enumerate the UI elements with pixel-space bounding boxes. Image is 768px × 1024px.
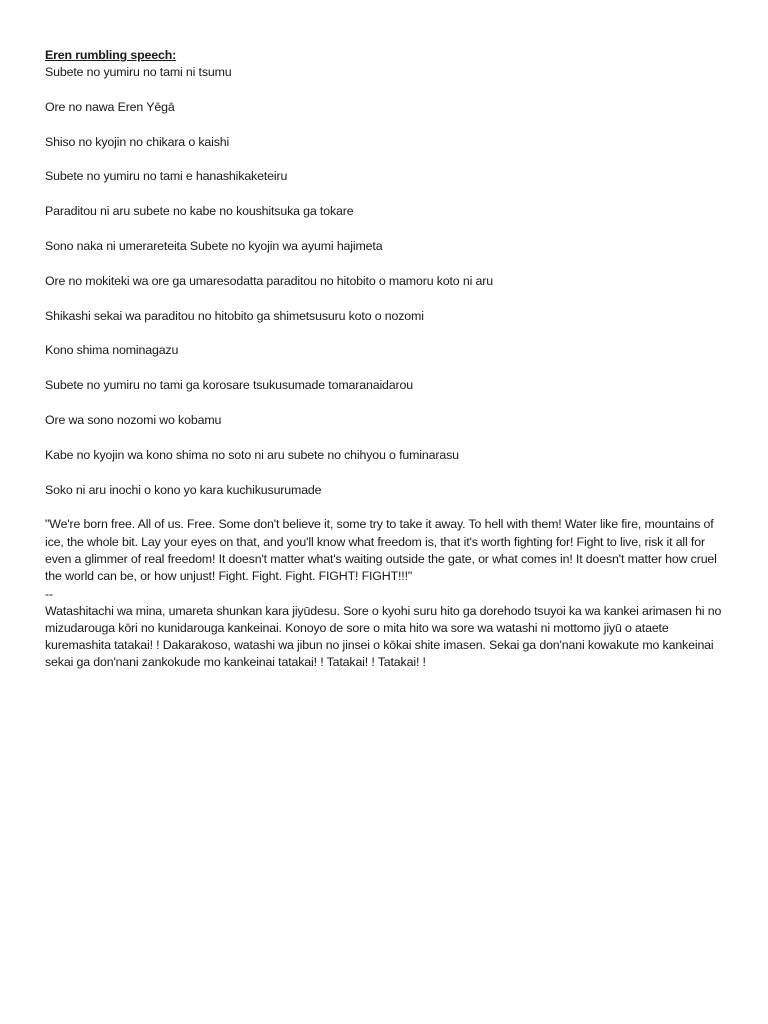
separator-line: -- [45,586,53,601]
speech-line: Subete no yumiru no tami e hanashikaketeiru [45,169,288,184]
speech-line: Sono naka ni umerareteita Subete no kyojin wa ayumi hajimeta [45,238,383,253]
line-gap [45,151,725,169]
line-gap [45,464,725,482]
speech-line: Shiso no kyojin no chikara o kaishi [45,134,230,149]
line-gap [45,290,725,308]
japanese-quote-paragraph: Watashitachi wa mina, umareta shunkan kara jiyūdesu. Sore o kyohi suru hito ga dorehodo tsuyoi ka wa kankei arimasen hi no mizudarouga kōri no kunidarouga kankeinai. Konoyo de sore o mita hito wa sore wa watashi ni mottomo jiyū o ataete kuremashita tatakai! ! Dakarakoso, watashi wa jibun no jinsei o kōkai shite imasen. Sekai ga don'nani kowakute mo kankeinai sekai ga don'nani zankokude mo kankeinai tatakai! ! Tatakai! ! Tatakai! ! [45,603,722,670]
line-gap [45,429,725,447]
speech-line: Paraditou ni aru subete no kabe no koushitsuka ga tokare [45,204,354,219]
speech-line: Shikashi sekai wa paraditou no hitobito ga shimetsusuru koto o nozomi [45,308,424,323]
line-gap [45,255,725,273]
line-gap [45,116,725,134]
line-gap [45,499,725,517]
speech-line: Kono shima nominagazu [45,343,179,358]
speech-line: Soko ni aru inochi o kono yo kara kuchikusurumade [45,482,322,497]
speech-line: Subete no yumiru no tami ga korosare tsukusumade tomaranaidarou [45,378,413,393]
line-gap [45,359,725,377]
line-gap [45,220,725,238]
speech-line: Ore no nawa Eren Yēgā [45,99,175,114]
speech-line: Ore wa sono nozomi wo kobamu [45,412,222,427]
document-title: Eren rumbling speech: [45,48,177,62]
line-gap [45,81,725,99]
line-gap [45,325,725,343]
speech-line: Kabe no kyojin wa kono shima no soto ni aru subete no chihyou o fuminarasu [45,447,459,462]
document-body [45,47,725,672]
english-quote-paragraph: "We're born free. All of us. Free. Some don't believe it, some try to take it away. To hell with them! Water like fire, mountains of ice, the whole bit. Lay your eyes on that, and you'll know what freedom is, that it's worth fighting for! Fight to live, risk it all for even a glimmer of real freedom! It doesn't matter what's waiting outside the gate, or what comes in! It doesn't matter how cruel the world can be, or how unjust! Fight. Fight. Fight. FIGHT! FIGHT!!!" [45,517,717,584]
speech-line: Subete no yumiru no tami ni tsumu [45,65,232,79]
line-gap [45,394,725,412]
line-gap [45,185,725,203]
speech-line: Ore no mokiteki wa ore ga umaresodatta paraditou no hitobito o mamoru koto ni aru [45,273,493,288]
